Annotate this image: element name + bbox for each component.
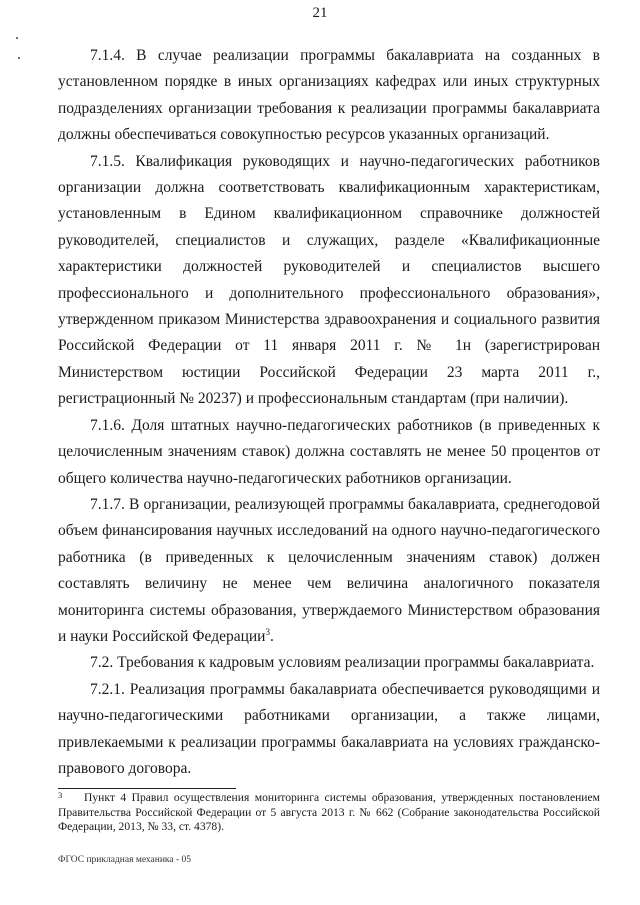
footnote-reference: 3 <box>265 626 270 637</box>
paragraph-7-2: 7.2. Требования к кадровым условиям реализации программы бакалавриата. <box>90 654 595 672</box>
margin-mark <box>18 57 20 59</box>
page-footer: ФГОС прикладная механика - 05 <box>58 855 192 865</box>
footnote <box>58 791 600 835</box>
paragraph-7-1-6: 7.1.6. Доля штатных научно-педагогических работников (в приведенных к целочисленным значениям ставок) должна составлять не менее 50 процентов от общего количества научно-педагогических работников организации. <box>58 416 600 487</box>
paragraph-7-1-5: 7.1.5. Квалификация руководящих и научно-педагогических работников организации должна соответствовать квалификационным характеристикам, установленным в Едином квалификационном справочнике должностей руководителей, специалистов и служащих, разделе «Квалификационные характеристики должностей руководителей и специалистов высшего профессионального и дополнительного профессионального образования», утвержденном приказом Министерства здравоохранения и социального развития Российской Федерации от 11 января 2011 г. № 1н (зарегистрирован Министерством юстиции Российской Федерации 23 марта 2011 г., регистрационный № 20237) и профессиональным стандартам (при наличии). <box>58 152 600 408</box>
footnote-separator <box>58 788 236 789</box>
paragraph-7-1-4: 7.1.4. В случае реализации программы бакалавриата на созданных в установленном порядке в иных организациях кафедрах или иных структурных подразделениях организации требования к реализации программы бакалавриата должны обеспечиваться совокупностью ресурсов указанных организаций. <box>58 47 600 144</box>
page-number: 21 <box>312 5 328 21</box>
paragraph-text: 7.1.7. В организации, реализующей программы бакалавриата, среднегодовой объем финансирования научных исследований на одного научно-педагогического работника (в приведенных к целочисленным значениям ставок) должен составлять величину не менее чем величина аналогичного показателя мониторинга системы образования, утверждаемого Министерством образования и науки Российской Федерации <box>58 495 600 645</box>
document-body <box>58 43 600 782</box>
footnote-mark: 3 <box>58 790 63 800</box>
margin-mark <box>16 37 18 39</box>
footnote-text: Пункт 4 Правил осуществления мониторинга системы образования, утвержденных постановлением Правительства Российской Федерации от 5 августа 2013 г. № 662 (Собрание законодательства Российской Федерации, 2013, № 33, ст. 4378). <box>58 791 600 834</box>
paragraph-tail: . <box>269 627 274 645</box>
paragraph-7-2-1: 7.2.1. Реализация программы бакалавриата обеспечивается руководящими и научно-педагогическими работниками организации, а также лицами, привлекаемыми к реализации программы бакалавриата на условиях гражданско-правового договора. <box>58 680 600 777</box>
paragraph-7-1-7 <box>58 492 600 650</box>
